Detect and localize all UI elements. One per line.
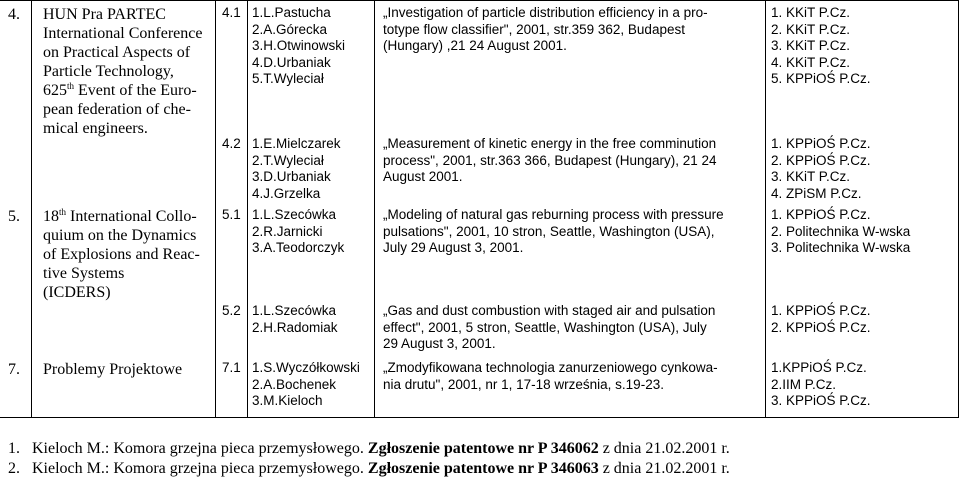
item-affiliations bbox=[771, 303, 871, 336]
title-line: totype flow classifier", 2001, str.359 362, Budapest bbox=[383, 21, 685, 37]
author: 1.L.Pastucha bbox=[252, 5, 331, 20]
event-line: Particle Technology, bbox=[43, 63, 174, 80]
item-authors bbox=[252, 5, 345, 88]
table-top-border bbox=[0, 0, 959, 1]
affiliation: 1. KPPiOŚ P.Cz. bbox=[771, 136, 871, 151]
author: 2.T.Wyleciał bbox=[252, 152, 324, 168]
patent-tail: z dnia 21.02.2001 r. bbox=[602, 440, 730, 457]
item-code: 5.1 bbox=[222, 207, 241, 222]
author: 5.T.Wyleciał bbox=[252, 71, 324, 86]
author: 4.D.Urbaniak bbox=[252, 54, 331, 70]
author: 4.J.Grzelka bbox=[252, 185, 321, 201]
event-line: International Conference bbox=[43, 25, 203, 42]
item-affiliations bbox=[771, 207, 910, 257]
affiliation: 4. KKiT P.Cz. bbox=[771, 54, 851, 70]
item-affiliations bbox=[771, 5, 871, 88]
author: 3.A.Teodorczyk bbox=[252, 240, 345, 255]
affiliation: 3. KPPiOŚ P.Cz. bbox=[771, 393, 871, 408]
title-line: effect", 2001, 5 stron, Seattle, Washington (USA), July bbox=[383, 319, 707, 335]
item-title bbox=[383, 136, 717, 186]
affiliation: 2.IIM P.Cz. bbox=[771, 376, 837, 392]
item-code: 4.2 bbox=[222, 136, 241, 151]
event-line: quium on the Dynamics bbox=[43, 227, 197, 244]
event-line: 625th Event of the Euro- bbox=[43, 81, 197, 99]
row-number: 4. bbox=[8, 6, 20, 23]
patent-text: Kieloch M.: Komora grzejna pieca przemysłowego. bbox=[32, 440, 364, 457]
affiliation: 3. Politechnika W-wska bbox=[771, 240, 911, 255]
item-title bbox=[383, 207, 724, 257]
title-line: „Modeling of natural gas reburning process with pressure bbox=[383, 207, 724, 222]
affiliation: 2. KPPiOŚ P.Cz. bbox=[771, 319, 871, 335]
author: 3.H.Otwinowski bbox=[252, 38, 346, 53]
affiliation: 2. Politechnika W-wska bbox=[771, 223, 911, 239]
table-bottom-border bbox=[0, 417, 959, 418]
author: 3.D.Urbaniak bbox=[252, 169, 331, 184]
item-authors bbox=[252, 360, 360, 410]
patent-bold: Zgłoszenie patentowe nr P 346062 bbox=[367, 440, 599, 457]
item-affiliations bbox=[771, 360, 871, 410]
event-description: Problemy Projektowe bbox=[43, 361, 183, 378]
affiliation: 3. KKiT P.Cz. bbox=[771, 38, 851, 53]
title-line: pulsations", 2001, 10 stron, Seattle, Washington (USA), bbox=[383, 223, 715, 239]
patent-entry bbox=[8, 439, 730, 458]
event-line: pean federation of che- bbox=[43, 101, 191, 118]
item-affiliations bbox=[771, 136, 871, 202]
author: 1.E.Mielczarek bbox=[252, 136, 341, 151]
author: 1.L.Szecówka bbox=[252, 303, 337, 318]
title-line: „Investigation of particle distribution efficiency in a pro- bbox=[383, 5, 708, 20]
row-number: 7. bbox=[8, 361, 20, 378]
title-line: nia drutu", 2001, nr 1, 17-18 września, s.19-23. bbox=[383, 376, 664, 392]
patent-bold: Zgłoszenie patentowe nr P 346063 bbox=[367, 460, 599, 477]
item-authors bbox=[252, 303, 338, 336]
item-code: 7.1 bbox=[222, 360, 241, 375]
title-line: August 2001. bbox=[383, 169, 463, 184]
author: 1.S.Wyczółkowski bbox=[252, 360, 360, 375]
event-line: 18th International Collo- bbox=[43, 207, 197, 225]
title-line: „Measurement of kinetic energy in the free comminution bbox=[383, 136, 717, 151]
column-divider-4 bbox=[374, 0, 375, 417]
event-line: of Explosions and Reac- bbox=[43, 246, 200, 263]
affiliation: 2. KKiT P.Cz. bbox=[771, 21, 851, 37]
column-divider-5 bbox=[765, 0, 766, 417]
title-line: process", 2001, str.363 366, Budapest (Hungary), 21 24 bbox=[383, 152, 717, 168]
patent-number: 2. bbox=[8, 460, 20, 477]
title-line: 29 August 3, 2001. bbox=[383, 336, 496, 351]
patent-text: Kieloch M.: Komora grzejna pieca przemysłowego. bbox=[32, 460, 364, 477]
title-line: July 29 August 3, 2001. bbox=[383, 240, 524, 255]
affiliation: 1. KKiT P.Cz. bbox=[771, 5, 851, 20]
event-description bbox=[43, 207, 200, 302]
patent-entry bbox=[8, 459, 730, 478]
author: 2.A.Górecka bbox=[252, 21, 328, 37]
row-number: 5. bbox=[8, 208, 20, 225]
event-line: mical engineers. bbox=[43, 120, 148, 137]
author: 2.R.Jarnicki bbox=[252, 223, 323, 239]
item-title bbox=[383, 303, 715, 353]
title-line: „Zmodyfikowana technologia zanurzeniowego cynkowa- bbox=[383, 360, 718, 375]
event-line: (ICDERS) bbox=[43, 284, 111, 301]
title-line: (Hungary) ,21 24 August 2001. bbox=[383, 38, 567, 53]
affiliation: 4. ZPiSM P.Cz. bbox=[771, 185, 862, 201]
title-line: „Gas and dust combustion with staged air and pulsation bbox=[383, 303, 716, 318]
column-divider-2 bbox=[215, 0, 216, 417]
affiliation: 2. KPPiOŚ P.Cz. bbox=[771, 152, 871, 168]
event-description bbox=[43, 5, 202, 138]
item-code: 4.1 bbox=[222, 5, 241, 20]
column-divider-3 bbox=[247, 0, 248, 417]
author: 2.A.Bochenek bbox=[252, 376, 337, 392]
author: 1.L.Szecówka bbox=[252, 207, 337, 222]
event-line: HUN Pra PARTEC bbox=[43, 6, 166, 23]
patent-tail: z dnia 21.02.2001 r. bbox=[602, 460, 730, 477]
item-authors bbox=[252, 207, 344, 257]
item-title bbox=[383, 360, 718, 393]
event-line: tive Systems bbox=[43, 265, 125, 282]
column-divider-1 bbox=[31, 0, 32, 417]
author: 3.M.Kieloch bbox=[252, 393, 323, 408]
affiliation: 1. KPPiOŚ P.Cz. bbox=[771, 207, 871, 222]
item-code: 5.2 bbox=[222, 303, 241, 318]
affiliation: 3. KKiT P.Cz. bbox=[771, 169, 851, 184]
affiliation: 1. KPPiOŚ P.Cz. bbox=[771, 303, 871, 318]
patent-number: 1. bbox=[8, 440, 20, 457]
author: 2.H.Radomiak bbox=[252, 319, 338, 335]
event-line: on Practical Aspects of bbox=[43, 44, 191, 61]
item-title bbox=[383, 5, 708, 55]
affiliation: 1.KPPiOŚ P.Cz. bbox=[771, 360, 867, 375]
affiliation: 5. KPPiOŚ P.Cz. bbox=[771, 71, 871, 86]
item-authors bbox=[252, 136, 341, 202]
